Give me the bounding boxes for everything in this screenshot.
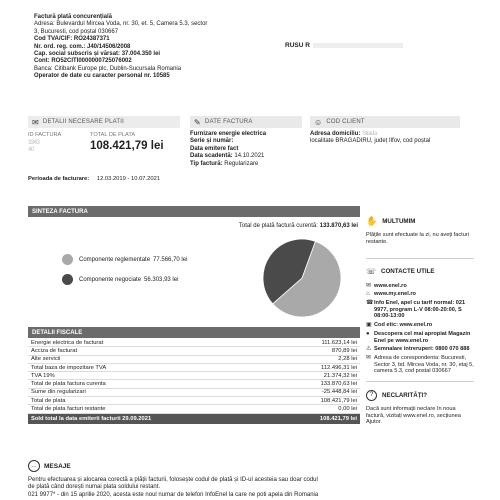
invoice-header: ✎ DATE FACTURA [190,116,302,128]
fiscal-row [28,347,360,355]
summary-total: Total de plată factură curentă: 133.870,63 lei [238,223,358,229]
contact-icon: ● [366,330,370,337]
pencil-icon: ✎ [194,117,201,127]
clarity-block: ? NECLARITĂȚI? Dacă sunt informații neclare în noua factură, vizitați www.enel.ro, secțiunea Ajutor. [366,390,474,426]
client-box [310,116,460,145]
company-info [34,14,294,81]
contact-text: Info Enel, apel cu tarif normal: 021 9977, program L-V 08:00-20:00, S 08:00-13:00 [374,300,466,320]
fiscal-row-value: 0,00 lei [338,406,357,413]
contact-icon: ⌂ [366,291,370,298]
fiscal-header: DETALII FISCALE [28,327,360,338]
client-address: Adresa domiciliu: Strada [310,131,377,137]
company-capital: Cap. social subscris și vărsat: 37.004.350 lei [34,51,161,58]
invoice-due: Data scadentă: 14.10.2021 [190,153,265,160]
invoice-series: Serie și număr: [190,138,234,145]
billing-period: Perioada de facturare: 12.03.2019 - 10.07.2021 [28,176,161,182]
contact-item [366,346,474,353]
company-reg: Nr. ord. reg. com.: J40/14506/2008 [34,43,131,50]
legend-item [62,274,187,285]
fiscal-row-label: TVA 19% [31,372,55,379]
chat-icon: … [28,460,40,472]
total-value: 108.421,79 lei [90,140,164,152]
id-value: 3343 [28,140,40,146]
contact-item [366,300,474,320]
contact-list [366,283,474,375]
recipient-blur [313,43,403,48]
fiscal-row-value: 108.421,79 lei [320,397,357,404]
id-label: ID FACTURA [28,132,62,138]
fiscal-row-label: Total de plata factura curenta [31,381,106,388]
contact-text: Cod etic: www.enel.ro [374,322,433,329]
company-title: Factură plată concurențială [34,14,113,20]
contact-icon: ⚠ [366,346,372,353]
fiscal-row [28,356,360,364]
contacts-block: ☏ CONTACTE UTILE ✉ www.enel.ro ⌂ www.my.enel.ro ☎ Info Enel, apel cu tarif normal: 021 9977, program L-V 08:00-20:00, S 08:00-13:00 ▣ Cod etic: www.enel.ro ● Descopera cel mai apropiat Magazin Enel pe www.enel.ro ⚠ Semnalare intreruperi: 0800 070 888 ✉ Adresa de corespondenta: Bucuresti, Sector 3, bd. Mircea Voda, nr. 30, etaj 5, camera 5.3, cod postal 030667 [366,266,474,375]
recipient-name: RUSU R [285,42,310,49]
chart-legend [62,254,187,294]
message-line-2: de plată când dorești numai plata soldului restant. [28,484,161,491]
fiscal-row-value: -25.448,84 lei [321,389,357,396]
fiscal-row-value: 21.374,32 lei [323,372,357,379]
messages-header: … MESAJE [28,460,363,472]
user-icon: ☺ [314,117,323,127]
id-value-2: 40 [28,147,34,154]
legend-item [62,254,187,265]
thanks-text: Plățile sunt efectuate la zi, nu aveți facturi restante. [366,232,469,245]
company-bank: Banca: Citibank Europe plc, Dublin-Sucursala Romania [34,65,182,72]
invoice-issue: Data emitere fact [190,145,239,152]
fiscal-row-value: 133.870,63 lei [320,381,357,388]
total-label: TOTAL DE PLATA [90,132,136,138]
fiscal-row [28,364,360,372]
fiscal-row [28,372,360,380]
fiscal-row [28,397,360,405]
fiscal-row-value: 112.496,31 lei [321,364,357,371]
company-vat: Cod TVA/CIF: RO24387371 [34,36,110,43]
client-address-2: localitate BRAGADIRU, județ Ilfov, cod poștal [310,138,431,145]
contact-item [366,291,474,298]
contact-text: Adresa de corespondenta: Bucuresti, Sector 3, bd. Mircea Voda, nr. 30, etaj 5, camera 5.3, cod postal 030667 [374,355,474,375]
contact-text: www.enel.ro [374,282,407,289]
client-header: ☺ COD CLIENT [310,116,460,128]
fiscal-row-label: Total baza de impozitare TVA [31,364,107,371]
invoice-supply: Furnizare energie electrica [190,131,267,137]
fiscal-row [28,380,360,388]
contact-icon: ✉ [366,355,372,362]
fiscal-section [28,327,360,424]
payment-header: ✉ DETALII NECESARE PLATII [28,116,180,128]
right-column [366,216,474,426]
contact-item [366,355,474,375]
handshake-icon: ✋ [366,216,378,226]
contact-text: Semnalare intreruperi: 0800 070 888 [374,346,470,353]
contact-text: www.my.enel.ro [374,291,416,298]
contact-icon: ☎ [366,300,374,307]
invoice-type: Tip factură: Regularizare [190,160,259,167]
fiscal-row-label: Energie electrica de facturat [31,339,104,346]
fiscal-row [28,339,360,347]
legend-swatch [62,274,73,285]
messages-section [28,460,363,499]
phone-icon: ☏ [366,266,377,276]
fiscal-row [28,389,360,397]
message-line-3: 021 9977* - din 15 aprilie 2020, acesta este noul numar de telefon InfoEnel la care ne poti apela din Romania [28,491,319,498]
envelope-icon: ✉ [32,117,39,127]
contact-text: Descopera cel mai apropiat Magazin Enel pe www.enel.ro [374,330,471,344]
company-operator: Operator de date cu caracter personal nr. 10585 [34,73,170,80]
fiscal-row-label: Alte servicii [31,356,61,363]
contact-item [366,331,474,344]
contact-item [366,322,474,329]
invoice-box [190,116,302,168]
fiscal-row-label: Sume din regularizari [31,389,86,396]
summary-header: SINTEZA FACTURA [28,206,360,217]
company-address-2: 3, Bucuresti, cod poștal 030667 [34,28,119,35]
legend-value: 77.566,70 lei [153,256,188,263]
fiscal-row-value: 2,28 lei [338,356,357,363]
fiscal-row-label: Total de plata facturi restante [31,406,106,413]
legend-label: Componente negociate [79,276,142,283]
fiscal-row-label: Acciza de facturat [31,347,78,354]
clarity-text: Dacă sunt informații neclare în noua factură, vizitați www.enel.ro, secțiunea Ajutor. [366,405,461,426]
question-icon: ? [366,390,377,401]
contact-icon: ✉ [366,282,372,289]
fiscal-row-label: Total de plata [31,397,66,404]
payment-box [28,116,180,155]
fiscal-row-value: 870,89 lei [331,347,357,354]
pie-chart [257,233,347,323]
fiscal-row-value: 111.623,14 lei [321,339,357,346]
fiscal-rows [28,339,360,414]
contact-icon: ▣ [366,322,372,329]
legend-value: 56.303,93 lei [144,276,179,283]
thanks-block: ✋ MULTUMIM Plățile sunt efectuate la zi, nu aveți facturi restante. [366,216,474,246]
message-line-1: Pentru efectuarea și alocarea corectă a plății facturii, folosește codul de plată și ID-ul acesteia sau doar codul [28,477,318,483]
company-account: Cont: RO52CITI0000000725076002 [34,58,132,65]
fiscal-total-row: Sold total la data emiterii facturii 29.09.2021 108.421,79 lei [28,414,360,424]
summary-section [28,206,360,283]
company-address: Adresa: Bulevardul Mircea Voda, nr. 30, et. 5, Camera 5.3, sector [34,21,208,28]
fiscal-row [28,405,360,413]
legend-label: Componente reglementate [79,256,151,263]
legend-swatch [62,254,73,265]
contact-item [366,283,474,290]
